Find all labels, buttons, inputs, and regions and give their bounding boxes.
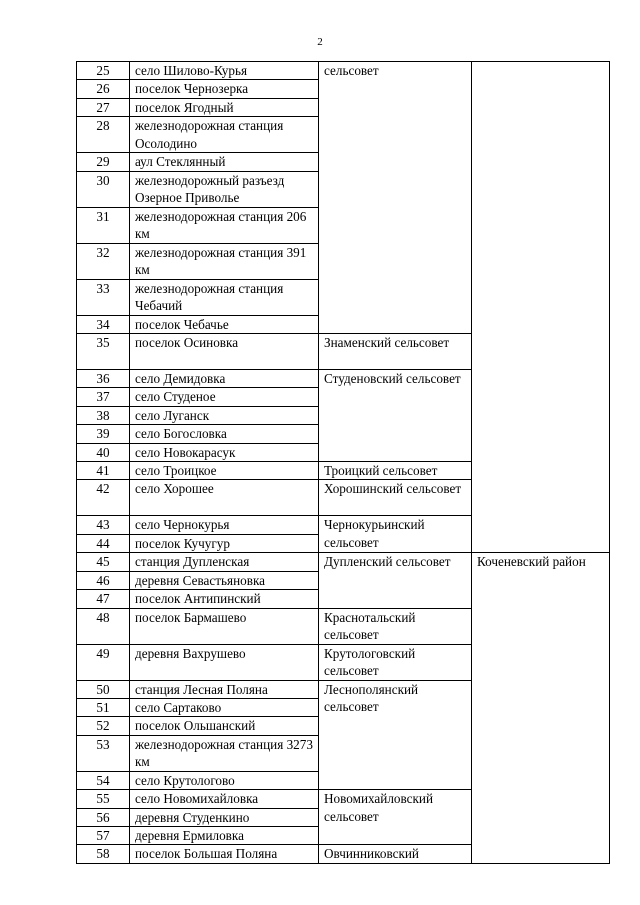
settlement-name: станция Дупленская (130, 553, 319, 571)
settlement-name: село Хорошее (130, 480, 319, 516)
settlements-table (76, 61, 610, 864)
settlement-name: поселок Бармашево (130, 608, 319, 644)
settlement-name: село Новомихайловка (130, 790, 319, 808)
settlement-name: деревня Студенкино (130, 808, 319, 826)
row-number: 56 (77, 808, 130, 826)
settlement-name: село Троицкое (130, 462, 319, 480)
settlement-name: железнодорожная станция 206 км (130, 207, 319, 243)
council-name: сельсовет (319, 62, 472, 334)
row-number: 46 (77, 571, 130, 589)
page-number: 2 (317, 36, 323, 48)
settlement-name: поселок Большая Поляна (130, 845, 319, 863)
row-number: 42 (77, 480, 130, 516)
row-number: 36 (77, 370, 130, 388)
council-name: Дупленский сельсовет (319, 553, 472, 608)
council-name: Леснополянский сельсовет (319, 680, 472, 790)
settlement-name: железнодорожная станция 391 км (130, 243, 319, 279)
council-name: Краснотальский сельсовет (319, 608, 472, 644)
settlement-name: село Студеное (130, 388, 319, 406)
row-number: 48 (77, 608, 130, 644)
settlement-name: поселок Чернозерка (130, 80, 319, 98)
settlement-name: железнодорожная станция Чебачий (130, 279, 319, 315)
settlement-name: село Богословка (130, 425, 319, 443)
row-number: 47 (77, 590, 130, 608)
settlement-name: село Демидовка (130, 370, 319, 388)
row-number: 33 (77, 279, 130, 315)
settlement-name: поселок Кучугур (130, 534, 319, 552)
table-row (77, 62, 610, 80)
row-number: 57 (77, 826, 130, 844)
row-number: 53 (77, 735, 130, 771)
row-number: 29 (77, 153, 130, 171)
settlement-name: село Крутологово (130, 771, 319, 789)
settlement-name: железнодорожная станция Осолодино (130, 117, 319, 153)
row-number: 35 (77, 334, 130, 370)
row-number: 34 (77, 315, 130, 333)
row-number: 26 (77, 80, 130, 98)
row-number: 28 (77, 117, 130, 153)
row-number: 40 (77, 443, 130, 461)
council-name: Знаменский сельсовет (319, 334, 472, 370)
council-name: Чернокурьинский сельсовет (319, 516, 472, 553)
settlement-name: поселок Антипинский (130, 590, 319, 608)
settlement-name: железнодорожная станция 3273 км (130, 735, 319, 771)
settlement-name: поселок Чебачье (130, 315, 319, 333)
settlement-name: село Новокарасук (130, 443, 319, 461)
row-number: 43 (77, 516, 130, 534)
row-number: 58 (77, 845, 130, 863)
council-name: Студеновский сельсовет (319, 370, 472, 462)
row-number: 39 (77, 425, 130, 443)
row-number: 30 (77, 171, 130, 207)
settlements-table-body (77, 62, 610, 864)
council-name: Хорошинский сельсовет (319, 480, 472, 516)
row-number: 49 (77, 644, 130, 680)
row-number: 55 (77, 790, 130, 808)
row-number: 52 (77, 717, 130, 735)
row-number: 44 (77, 534, 130, 552)
settlement-name: поселок Ольшанский (130, 717, 319, 735)
settlement-name: аул Стеклянный (130, 153, 319, 171)
settlement-name: село Луганск (130, 406, 319, 424)
council-name: Крутологовский сельсовет (319, 644, 472, 680)
row-number: 51 (77, 698, 130, 716)
settlement-name: деревня Севастьяновка (130, 571, 319, 589)
row-number: 37 (77, 388, 130, 406)
settlement-name: деревня Вахрушево (130, 644, 319, 680)
district-name: Коченевский район (472, 553, 610, 863)
row-number: 50 (77, 680, 130, 698)
settlement-name: железнодорожный разъезд Озерное Приволье (130, 171, 319, 207)
row-number: 32 (77, 243, 130, 279)
settlement-name: село Шилово-Курья (130, 62, 319, 80)
row-number: 45 (77, 553, 130, 571)
settlement-name: станция Лесная Поляна (130, 680, 319, 698)
row-number: 31 (77, 207, 130, 243)
row-number: 38 (77, 406, 130, 424)
row-number: 54 (77, 771, 130, 789)
table-row (77, 553, 610, 571)
row-number: 25 (77, 62, 130, 80)
row-number: 41 (77, 462, 130, 480)
district-name (472, 62, 610, 553)
council-name: Троицкий сельсовет (319, 462, 472, 480)
council-name: Овчинниковский (319, 845, 472, 863)
settlement-name: поселок Осиновка (130, 334, 319, 370)
settlement-name: село Сартаково (130, 698, 319, 716)
settlement-name: село Чернокурья (130, 516, 319, 534)
row-number: 27 (77, 98, 130, 116)
settlement-name: деревня Ермиловка (130, 826, 319, 844)
settlement-name: поселок Ягодный (130, 98, 319, 116)
council-name: Новомихайловский сельсовет (319, 790, 472, 845)
